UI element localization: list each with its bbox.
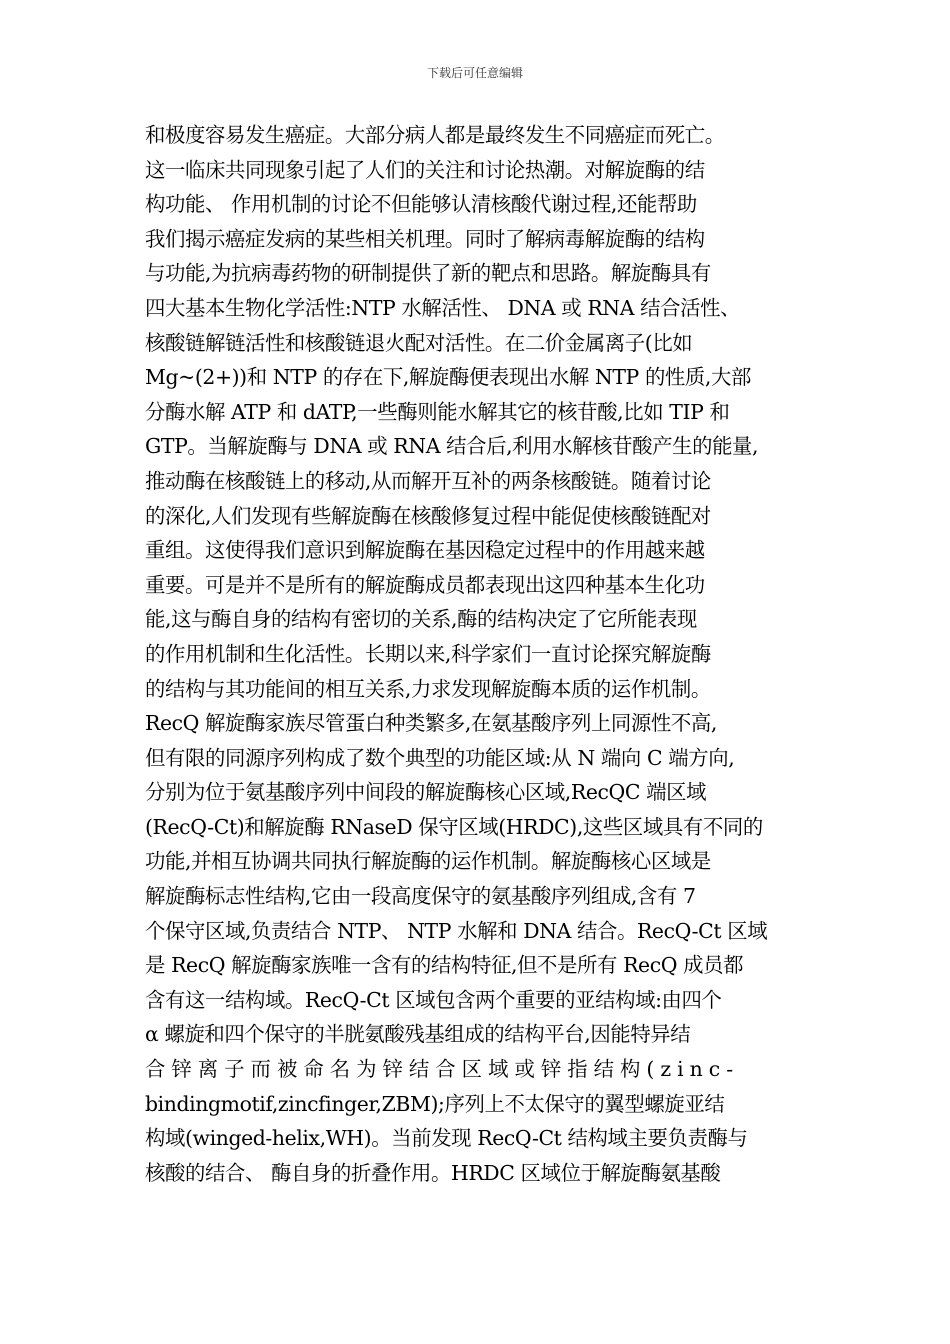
text-line: 的作用机制和生化活性。长期以来,科学家们一直讨论探究解旋酶: [145, 641, 711, 666]
text-line: 解旋酶标志性结构,它由一段高度保守的氨基酸序列组成,含有 7: [145, 884, 696, 909]
text-line: 分别为位于氨基酸序列中间段的解旋酶核心区域,RecQC 端区域: [145, 780, 707, 805]
text-line: 核酸链解链活性和核酸链退火配对活性。在二价金属离子(比如: [145, 330, 693, 355]
text-line: 和极度容易发生癌症。大部分病人都是最终发生不同癌症而死亡。: [145, 123, 725, 147]
text-line: 核酸的结合、 酶自身的折叠作用。HRDC 区域位于解旋酶氨基酸: [145, 1160, 721, 1185]
page-header: 下载后可任意编辑: [426, 66, 523, 80]
text-line: 的结构与其功能间的相互关系,力求发现解旋酶本质的运作机制。: [145, 676, 711, 701]
text-line: 的深化,人们发现有些解旋酶在核酸修复过程中能促使核酸链配对: [145, 503, 711, 528]
text-line: 这一临床共同现象引起了人们的关注和讨论热潮。对解旋酶的结: [145, 157, 705, 182]
text-line: 与功能,为抗病毒药物的研制提供了新的靶点和思路。解旋酶具有: [145, 261, 711, 286]
text-line: 是 RecQ 解旋酶家族唯一含有的结构特征,但不是所有 RecQ 成员都: [145, 953, 744, 978]
text-line: RecQ 解旋酶家族尽管蛋白种类繁多,在氨基酸序列上同源性不高,: [145, 711, 717, 736]
text-line: GTP。当解旋酶与 DNA 或 RNA 结合后,利用水解核苷酸产生的能量,: [145, 434, 759, 459]
text-line: α 螺旋和四个保守的半胱氨酸残基组成的结构平台,因能特异结: [145, 1022, 691, 1047]
text-line: 构功能、 作用机制的讨论不但能够认清核酸代谢过程,还能帮助: [145, 192, 697, 217]
text-line: 构域(winged-helix,WH)。当前发现 RecQ-Ct 结构域主要负责酶与: [145, 1126, 748, 1151]
text-line: 能,这与酶自身的结构有密切的关系,酶的结构决定了它所能表现: [145, 607, 697, 632]
text-line: 推动酶在核酸链上的移动,从而解开互补的两条核酸链。随着讨论: [145, 468, 711, 493]
text-line: 但有限的同源序列构成了数个典型的功能区域:从 N 端向 C 端方向,: [145, 745, 735, 770]
text-line: 功能,并相互协调共同执行解旋酶的运作机制。解旋酶核心区域是: [145, 849, 711, 874]
text-line: Mg~(2+))和 NTP 的存在下,解旋酶便表现出水解 NTP 的性质,大部: [145, 365, 751, 390]
body-text: [145, 118, 815, 1190]
text-line: 重组。这使得我们意识到解旋酶在基因稳定过程中的作用越来越: [145, 538, 705, 563]
text-line: 四大基本生物化学活性:NTP 水解活性、 DNA 或 RNA 结合活性、: [145, 295, 741, 320]
text-line: 分酶水解 ATP 和 dATP,一些酶则能水解其它的核苷酸,比如 TIP 和: [145, 399, 730, 424]
text-line: 合锌离子而被命名为锌结合区域或锌指结构(zinc-: [145, 1057, 740, 1082]
text-line: (RecQ-Ct)和解旋酶 RNaseD 保守区域(HRDC),这些区域具有不同的: [145, 814, 763, 839]
text-line: 含有这一结构域。RecQ-Ct 区域包含两个重要的亚结构域:由四个: [145, 987, 722, 1012]
text-line: 重要。可是并不是所有的解旋酶成员都表现出这四种基本生化功: [145, 572, 705, 597]
text-line: bindingmotif,zincfinger,ZBM);序列上不太保守的翼型螺旋亚结: [145, 1091, 725, 1116]
text-line: 我们揭示癌症发病的某些相关机理。同时了解病毒解旋酶的结构: [145, 226, 705, 251]
text-line: 个保守区域,负责结合 NTP、 NTP 水解和 DNA 结合。RecQ-Ct 区域: [145, 918, 768, 943]
